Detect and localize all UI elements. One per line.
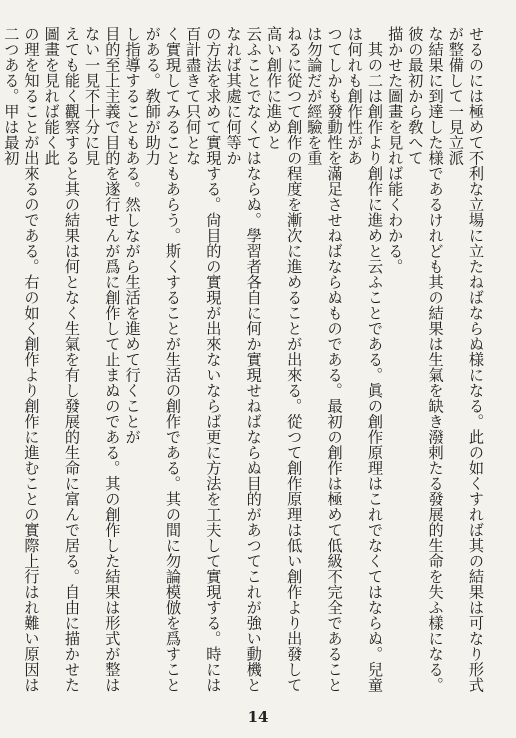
text-line: 云ふことでなくてはならぬ。學習者各自に何か實現せねばならぬ目的があつてこれが強い動機となれば其處に何等か bbox=[224, 26, 263, 693]
text-line: 目的至上主義で目的を遂行せんが爲に創作して止まぬのである。其の創作した結果は形式が整はない一見不十分に見 bbox=[83, 26, 122, 693]
text-line: 其の二は創作より創作に進めと云ふことである。眞の創作原理はこれでなくてはならぬ。兒童は何れも創作性があ bbox=[345, 26, 384, 693]
text-line: く實現してみることもあらう。斯くすることが生活の創作である。其の間に勿論模倣を爲すことがある。敎師が助力 bbox=[143, 26, 182, 693]
text-line: つてしかも發動性を滿足させねばならぬものである。最初の創作は極めて低級不完全であることは勿論だが經驗を重 bbox=[305, 26, 344, 693]
text-line: し指導することもある。然しながら生活を進めて行くことが bbox=[123, 26, 142, 445]
vertical-text-block bbox=[2, 26, 486, 702]
text-line: の理を知ることが出來るのである。右の如く創作より創作に進むことの實際上行はれ難い原因は二つある。甲は最初 bbox=[2, 26, 41, 693]
text-line: 描かせた圖畫を見れば能くわかる。 bbox=[386, 26, 405, 274]
text-line: の方法を求めて實現する。尙目的の實現が出來ないならば更に方法を工夫して實現する。時には百計盡きて只何とな bbox=[184, 26, 223, 693]
text-line: な結果に到達した様であるけれども其の結果は生氣を缺き潑剌たる發展的生命を失ふ樣になる。彼の最初から敎へて bbox=[406, 26, 445, 693]
page-number: 14 bbox=[247, 708, 269, 726]
text-line bbox=[0, 26, 1, 702]
text-line: えても能く觀察すると其の結果は何となく生氣を有し發展的生命に富んで居る。自由に描かせた圖畫を見れば能く此 bbox=[42, 26, 81, 693]
text-line: せるのには極めて不利な立場に立たねばならぬ様になる。此の如くすれば其の結果は可なり形式が整備して一見立派 bbox=[446, 26, 485, 693]
text-line: ねるに從つて創作の程度を漸次に進めることが出來る。從つて創作原理は低い創作より出發して高い創作に進めと bbox=[264, 26, 304, 693]
